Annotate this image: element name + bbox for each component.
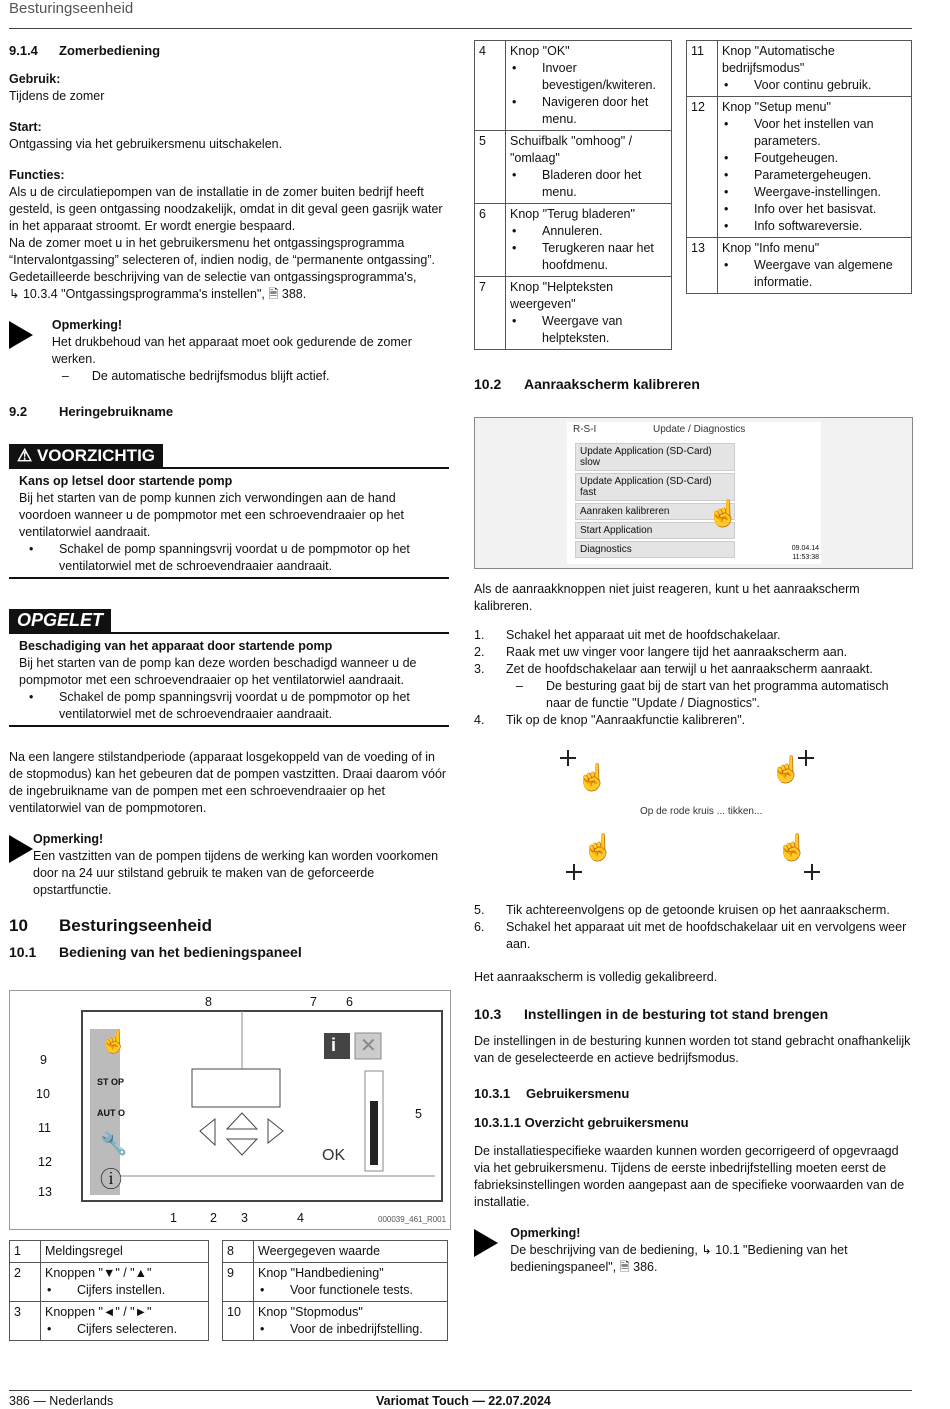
legend-number: 11 bbox=[687, 41, 718, 97]
callout-10: 10 bbox=[36, 1087, 50, 1101]
step-text: Schakel het apparaat uit met de hoofdschakelaar uit en vervolgens weer aan. bbox=[506, 920, 907, 951]
legend-description bbox=[506, 204, 672, 277]
legend-bullet: • Invoer bevestigen/kwiteren. bbox=[510, 60, 667, 94]
screen-brand: R-S-I bbox=[573, 424, 597, 435]
legend-number: 7 bbox=[475, 277, 506, 350]
callout-8: 8 bbox=[205, 995, 212, 1009]
legend-number: 9 bbox=[223, 1263, 254, 1302]
heading-10-3: 10.3 Instellingen in de besturing tot stand brengen bbox=[474, 1006, 829, 1022]
heading-10: 10 Besturingseenheid bbox=[9, 916, 213, 935]
steps-list bbox=[474, 627, 912, 678]
legend-title: Knop "Terug bladeren" bbox=[510, 207, 635, 221]
ok-button[interactable]: OK bbox=[322, 1147, 346, 1164]
right-column bbox=[474, 581, 912, 729]
functies-ref[interactable]: ↳ 10.3.4 "Ontgassingsprogramma's instellen", 🗎 388. bbox=[9, 287, 307, 301]
s10311-text: De installatiespecifieke waarden kunnen worden gecorrigeerd of opgevraagd via het gebruikersmenu. Tijdens de eerste inbedrijfstelling moeten eerst de fabrieksinstellingen worden aangepast aan de specifieke voorwaarden van de installatie. bbox=[474, 1144, 905, 1209]
wrench-icon[interactable]: 🔧 bbox=[100, 1131, 128, 1156]
legend-bullet: • Weergave van helpteksten. bbox=[510, 313, 667, 347]
warning-title: Beschadiging van het apparaat door startende pomp bbox=[19, 639, 333, 653]
footer-product: Variomat Touch — 22.07.2024 bbox=[376, 1394, 551, 1408]
start-text: Ontgassing via het gebruikersmenu uitschakelen. bbox=[9, 137, 283, 151]
legend-title: Meldingsregel bbox=[45, 1244, 123, 1258]
legend-table-d bbox=[686, 40, 912, 294]
touchscreen-display bbox=[567, 422, 821, 564]
screen-menu-item[interactable]: Start Application bbox=[575, 522, 735, 539]
legend-bullet: • Cijfers selecteren. bbox=[45, 1321, 204, 1338]
heading-10-3-1-1: 10.3.1.1 Overzicht gebruikersmenu bbox=[474, 1115, 689, 1130]
legend-title: Knop "Info menu" bbox=[722, 241, 820, 255]
legend-bullet: • Weergave-instellingen. bbox=[722, 184, 907, 201]
step-item bbox=[474, 902, 912, 919]
step-number: 6. bbox=[474, 920, 485, 934]
note-menu bbox=[474, 1225, 912, 1276]
stop-button-label[interactable]: ST OP bbox=[97, 1077, 125, 1087]
legend-title: Knop "Helpteksten weergeven" bbox=[510, 280, 614, 311]
running-header: Besturingseenheid bbox=[9, 0, 134, 17]
callout-5: 5 bbox=[415, 1107, 422, 1121]
callout-4: 4 bbox=[297, 1211, 304, 1225]
back-icon[interactable]: ✕ bbox=[360, 1035, 377, 1057]
legend-description bbox=[41, 1302, 209, 1341]
figure-code: 000039_461_R001 bbox=[378, 1215, 447, 1224]
legend-description bbox=[254, 1263, 448, 1302]
legend-number: 3 bbox=[10, 1302, 41, 1341]
legend-bullet: • Bladeren door het menu. bbox=[510, 167, 667, 201]
note-summer bbox=[9, 317, 449, 385]
footer-rule bbox=[9, 1390, 912, 1391]
legend-description bbox=[41, 1241, 209, 1263]
control-panel-drawing bbox=[10, 991, 450, 1229]
warning-signal-notice: OPGELET bbox=[9, 609, 111, 632]
legend-title: Knop "Stopmodus" bbox=[258, 1305, 363, 1319]
legend-bullet: • Info softwareversie. bbox=[722, 218, 907, 235]
help-icon[interactable]: i bbox=[331, 1035, 337, 1055]
warning-notice bbox=[9, 609, 449, 727]
screen-menu-item[interactable]: Update Application (SD-Card) slow bbox=[575, 443, 735, 471]
legend-title: Knop "Automatische bedrijfsmodus" bbox=[722, 44, 835, 75]
legend-description bbox=[718, 41, 912, 97]
note-dash-item: – De automatische bedrijfsmodus blijft actief. bbox=[52, 368, 449, 385]
calibration-text: Op de rode kruis ... tikken... bbox=[640, 806, 763, 817]
auto-button-label[interactable]: AUT O bbox=[97, 1108, 125, 1118]
gebruik-text: Tijdens de zomer bbox=[9, 89, 105, 103]
screen-date: 09.04.14 bbox=[791, 545, 819, 552]
note-text: Het drukbehoud van het apparaat moet ook gedurende de zomer werken. bbox=[51, 335, 412, 366]
functies-p1: Als u de circulatiepompen van de installatie in de zomer buiten bedrijf heeft gesteld, is geen ontgassing noodzakelijk, omdat in dit geval geen gasrijk water in het apparaat stroomt. Er wordt energie bespaard. bbox=[9, 185, 443, 233]
legend-description bbox=[506, 41, 672, 131]
callout-12: 12 bbox=[38, 1155, 52, 1169]
legend-bullet: • Voor het instellen van parameters. bbox=[722, 116, 907, 150]
callout-6: 6 bbox=[346, 995, 353, 1009]
step-item bbox=[474, 661, 912, 678]
hand-icon[interactable]: ☝ bbox=[100, 1029, 128, 1054]
finger-icon: ☝ bbox=[582, 832, 615, 862]
legend-bullet: • Navigeren door het menu. bbox=[510, 94, 667, 128]
legend-bullet: • Info over het basisvat. bbox=[722, 201, 907, 218]
legend-number: 8 bbox=[223, 1241, 254, 1263]
screen-menu-item[interactable]: Diagnostics bbox=[575, 541, 735, 558]
legend-row bbox=[475, 41, 672, 131]
legend-description bbox=[254, 1302, 448, 1341]
functies-p2: Na de zomer moet u in het gebruikersmenu het ontgassingsprogramma “Intervalontgassing” selecteren of, indien nodig, de “permanente ontgassing”. bbox=[9, 236, 435, 267]
legend-row bbox=[475, 131, 672, 204]
step3-dash: – De besturing gaat bij de start van het programma automatisch naar de functie "Update / Diagnostics". bbox=[474, 678, 912, 712]
legend-bullet: • Voor functionele tests. bbox=[258, 1282, 443, 1299]
legend-description bbox=[41, 1263, 209, 1302]
legend-row bbox=[10, 1263, 209, 1302]
step-item bbox=[474, 644, 912, 661]
callout-7: 7 bbox=[310, 995, 317, 1009]
note-title: Opmerking! bbox=[33, 832, 104, 846]
legend-row bbox=[223, 1241, 448, 1263]
legend-description bbox=[506, 277, 672, 350]
legend-description bbox=[718, 238, 912, 294]
legend-row bbox=[223, 1302, 448, 1341]
legend-number: 10 bbox=[223, 1302, 254, 1341]
legend-row bbox=[223, 1263, 448, 1302]
heading-10-3-1: 10.3.1 Gebruikersmenu bbox=[474, 1086, 630, 1101]
legend-bullet: • Parametergeheugen. bbox=[722, 167, 907, 184]
gebruik-label: Gebruik: bbox=[9, 72, 61, 86]
step-text: Tik achtereenvolgens op de getoonde kruisen op het aanraakscherm. bbox=[506, 903, 890, 917]
legend-number: 12 bbox=[687, 97, 718, 238]
right-column-lower bbox=[474, 902, 912, 1276]
heading-10-1: 10.1 Bediening van het bedieningspaneel bbox=[9, 944, 302, 960]
step-text: Schakel het apparaat uit met de hoofdschakelaar. bbox=[506, 628, 781, 642]
legend-number: 5 bbox=[475, 131, 506, 204]
info-icon[interactable]: ⓘ bbox=[100, 1167, 123, 1192]
legend-description bbox=[506, 131, 672, 204]
callout-2: 2 bbox=[210, 1211, 217, 1225]
note-text[interactable]: De beschrijving van de bediening, ↳ 10.1 "Bediening van het bedieningspaneel", 🗎 386. bbox=[510, 1243, 848, 1274]
legend-table-a bbox=[9, 1240, 209, 1341]
legend-title: Knop "OK" bbox=[510, 44, 570, 58]
control-panel-figure bbox=[9, 990, 451, 1230]
legend-number: 13 bbox=[687, 238, 718, 294]
heading-9-1-4: 9.1.4 Zomerbediening bbox=[9, 43, 161, 58]
note-arrow-icon bbox=[9, 321, 33, 349]
warning-title: Kans op letsel door startende pomp bbox=[19, 474, 233, 488]
touchscreen-figure bbox=[474, 417, 913, 569]
legend-row bbox=[687, 238, 912, 294]
warning-bullet: • Schakel de pomp spanningsvrij voordat u de pompmotor op het ventilatorwiel met de schroevendraaier aandraait. bbox=[19, 689, 449, 723]
legend-bullet: • Voor de inbedrijfstelling. bbox=[258, 1321, 443, 1338]
finger-icon: ☝ bbox=[707, 498, 740, 528]
legend-number: 6 bbox=[475, 204, 506, 277]
legend-title: Knop "Handbediening" bbox=[258, 1266, 384, 1280]
finger-icon: ☝ bbox=[770, 754, 803, 784]
warning-caution bbox=[9, 444, 449, 579]
footer-page: 386 — Nederlands bbox=[9, 1394, 114, 1408]
calibrate-intro: Als de aanraakknoppen niet juist reageren, kunt u het aanraakscherm kalibreren. bbox=[474, 582, 860, 613]
step-item bbox=[474, 627, 912, 644]
start-label: Start: bbox=[9, 120, 42, 134]
para-stilstand: Na een langere stilstandperiode (apparaat losgekoppeld van de voeding of in de stopmodus) kan het gebeuren dat de pompen vastzitten. Draai daarom vóór de ingebruikname van de pompen met een schroevendraaier op het ventilatorwiel van de pompmotoren. bbox=[9, 750, 447, 815]
callout-1: 1 bbox=[170, 1211, 177, 1225]
note-title: Opmerking! bbox=[51, 318, 123, 332]
legend-row bbox=[475, 204, 672, 277]
step-item bbox=[474, 919, 912, 953]
screen-title: Update / Diagnostics bbox=[653, 424, 746, 435]
legend-row bbox=[10, 1241, 209, 1263]
screen-menu-item[interactable]: Aanraken kalibreren bbox=[575, 503, 735, 520]
callout-9: 9 bbox=[40, 1053, 47, 1067]
steps-list-2 bbox=[474, 902, 912, 953]
note-arrow-icon bbox=[9, 835, 33, 863]
warning-signal-caution: ⚠ VOORZICHTIG bbox=[9, 444, 163, 467]
step-number: 1. bbox=[474, 628, 485, 642]
legend-row bbox=[475, 277, 672, 350]
legend-bullet: • Cijfers instellen. bbox=[45, 1282, 204, 1299]
step-4: 4. Tik op de knop "Aanraakfunctie kalibreren". bbox=[474, 713, 746, 727]
legend-bullet: • Voor continu gebruik. bbox=[722, 77, 907, 94]
step-text: Raak met uw vinger voor langere tijd het aanraakscherm aan. bbox=[506, 645, 848, 659]
functies-label: Functies: bbox=[9, 168, 65, 182]
header-rule bbox=[9, 28, 912, 29]
legend-bullet: • Annuleren. bbox=[510, 223, 667, 240]
legend-title: Knop "Setup menu" bbox=[722, 100, 831, 114]
legend-title: Knoppen "◄" / "►" bbox=[45, 1305, 152, 1319]
step-number: 5. bbox=[474, 903, 485, 917]
legend-title: Weergegeven waarde bbox=[258, 1244, 381, 1258]
note-title: Opmerking! bbox=[510, 1226, 581, 1240]
finger-icon: ☝ bbox=[776, 832, 809, 862]
heading-9-2: 9.2 Heringebruikname bbox=[9, 404, 174, 419]
legend-table-b bbox=[222, 1240, 448, 1341]
legend-number: 1 bbox=[10, 1241, 41, 1263]
callout-3: 3 bbox=[241, 1211, 248, 1225]
callout-11: 11 bbox=[38, 1121, 51, 1135]
note-arrow-icon bbox=[474, 1229, 498, 1257]
legend-title: Knoppen "▼" / "▲" bbox=[45, 1266, 152, 1280]
legend-row bbox=[687, 97, 912, 238]
legend-number: 2 bbox=[10, 1263, 41, 1302]
warning-text: Bij het starten van de pomp kunnen zich verwondingen aan de hand voordoen wanneer u de pompmotor met een schroevendraaier op het ventilatorwiel aandraait. bbox=[19, 491, 404, 539]
note-pumps bbox=[9, 831, 449, 899]
warning-bullet: • Schakel de pomp spanningsvrij voordat u de pompmotor op het ventilatorwiel met de schroevendraaier aandraait. bbox=[19, 541, 449, 575]
legend-row bbox=[687, 41, 912, 97]
legend-description bbox=[254, 1241, 448, 1263]
step-number: 2. bbox=[474, 645, 485, 659]
functies-p3: Gedetailleerde beschrijving van de selectie van ontgassingsprogramma's, bbox=[9, 270, 417, 284]
legend-table-c bbox=[474, 40, 672, 350]
legend-title: Schuifbalk "omhoog" / "omlaag" bbox=[510, 134, 633, 165]
legend-bullet: • Terugkeren naar het hoofdmenu. bbox=[510, 240, 667, 274]
calibration-figure bbox=[474, 740, 911, 886]
legend-bullet: • Foutgeheugen. bbox=[722, 150, 907, 167]
warning-text: Bij het starten van de pomp kan deze worden beschadigd wanneer u de pompmotor met een schroevendraaier op het ventilatorwiel aandraait. bbox=[19, 656, 417, 687]
left-column bbox=[9, 42, 449, 961]
step-number: 3. bbox=[474, 662, 485, 676]
legend-bullet: • Weergave van algemene informatie. bbox=[722, 257, 907, 291]
finger-icon: ☝ bbox=[576, 762, 609, 792]
legend-row bbox=[10, 1302, 209, 1341]
calibrate-done: Het aanraakscherm is volledig gekalibreerd. bbox=[474, 970, 718, 984]
legend-number: 4 bbox=[475, 41, 506, 131]
step-text: Zet de hoofdschakelaar aan terwijl u het aanraakscherm aanraakt. bbox=[506, 662, 873, 676]
legend-description bbox=[718, 97, 912, 238]
note-text: Een vastzitten van de pompen tijdens de werking kan worden voorkomen door na 24 uur stilstand gebruik te maken van de geforceerde opstartfunctie. bbox=[33, 849, 439, 897]
heading-10-2: 10.2 Aanraakscherm kalibreren bbox=[474, 376, 700, 392]
screen-time: 11:53:38 bbox=[792, 554, 819, 561]
screen-menu-item[interactable]: Update Application (SD-Card) fast bbox=[575, 473, 735, 501]
callout-13: 13 bbox=[38, 1185, 52, 1199]
s103-text: De instellingen in de besturing kunnen worden tot stand gebracht onafhankelijk van de geselecteerde en actieve bedrijfsmodus. bbox=[474, 1034, 911, 1065]
